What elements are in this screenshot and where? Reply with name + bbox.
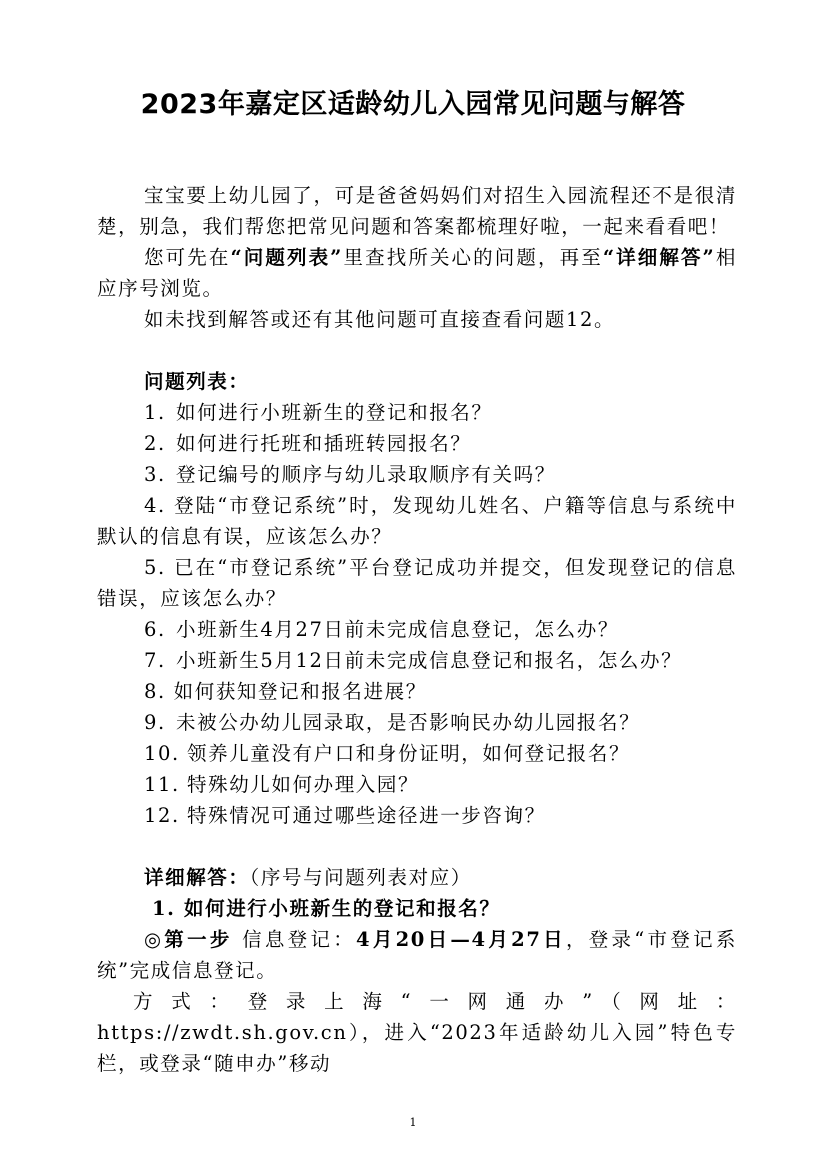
question-list-ref: “问题列表” [230,246,344,269]
item-text: 如何进行小班新生的登记和报名？ [176,401,493,424]
list-item [97,614,737,645]
item-number: 9. [144,711,166,734]
item-text: 已在“市登记系统”平台登记成功并提交，但发现登记的信息错误，应该怎么办？ [97,556,737,610]
page-title: 2023年嘉定区适龄幼儿入园常见问题与解答 [140,89,686,120]
item-number: 4. [144,494,166,517]
list-item [97,397,737,428]
item-number: 5. [144,556,166,579]
detail-ref: “详细解答” [602,246,716,269]
answer-1-title [97,893,737,924]
item-text: 特殊情况可通过哪些途径进一步咨询？ [187,804,546,827]
intro-paragraph-1: 宝宝要上幼儿园了，可是爸爸妈妈们对招生入园流程还不是很清楚，别急，我们帮您把常见问题和答案都梳理好啦，一起来看看吧！ [97,184,737,238]
document-body [97,180,737,1079]
intro-paragraph-3: 如未找到解答或还有其他问题可直接查看问题12。 [144,308,616,331]
item-number: 2. [144,432,166,455]
list-item [97,707,737,738]
item-text: 未被公办幼儿园录取，是否影响民办幼儿园报名？ [176,711,641,734]
intro-paragraph-2 [97,242,737,304]
method-paragraph: 方式：登录上海“一网通办”（网址：https://zwdt.sh.gov.cn），进入“2023年适龄幼儿入园”特色专栏，或登录“随申办”移动 [97,990,737,1075]
list-item [97,428,737,459]
list-item [97,459,737,490]
detail-heading-note: （序号与问题列表对应） [249,866,472,889]
item-number: 3. [144,463,166,486]
step-1-paragraph [97,924,737,986]
item-text: 小班新生5月12日前未完成信息登记和报名，怎么办？ [176,649,683,672]
intro-text: 相应序号浏览。 [97,246,737,300]
intro-text: 您可先在 [144,246,231,269]
list-item [97,676,737,707]
item-text: 领养儿童没有户口和身份证明，如何登记报名？ [187,742,631,765]
list-item [97,490,737,552]
list-item [97,552,737,614]
step-dates: 4月20日—4月27日 [356,928,566,951]
item-number: 8. [144,680,166,703]
item-number: 12. [144,804,180,827]
step-label: ◎第一步 [144,928,233,951]
detail-heading: 详细解答： [144,866,250,889]
list-item [97,645,737,676]
item-text: 小班新生4月27日前未完成信息登记，怎么办？ [176,618,619,641]
item-text: 如何获知登记和报名进展？ [173,680,427,703]
list-item [97,738,737,769]
question-list-heading: 问题列表： [144,370,250,393]
item-text: 特殊幼儿如何办理入园？ [187,773,420,796]
item-number: 7. [144,649,166,672]
item-number: 10. [144,742,180,765]
item-text: 登陆“市登记系统”时，发现幼儿姓名、户籍等信息与系统中默认的信息有误，应该怎么办？ [97,494,737,548]
item-text: 登记编号的顺序与幼儿录取顺序有关吗？ [176,463,556,486]
item-text: 如何进行小班新生的登记和报名？ [184,897,501,920]
item-number: 1. [144,401,166,424]
list-item [97,769,737,800]
page-number: 1 [409,1116,417,1129]
step-text: 信息登记： [232,928,357,951]
detail-heading-line [97,862,737,893]
item-text: 如何进行托班和插班转园报名？ [176,432,472,455]
item-number: 11. [144,773,180,796]
intro-text: 里查找所关心的问题，再至 [343,246,603,269]
list-item [97,800,737,831]
item-number: 6. [144,618,166,641]
step-text: ，登录“市登记系统”完成信息登记。 [97,928,737,982]
item-number: 1. [152,897,176,920]
